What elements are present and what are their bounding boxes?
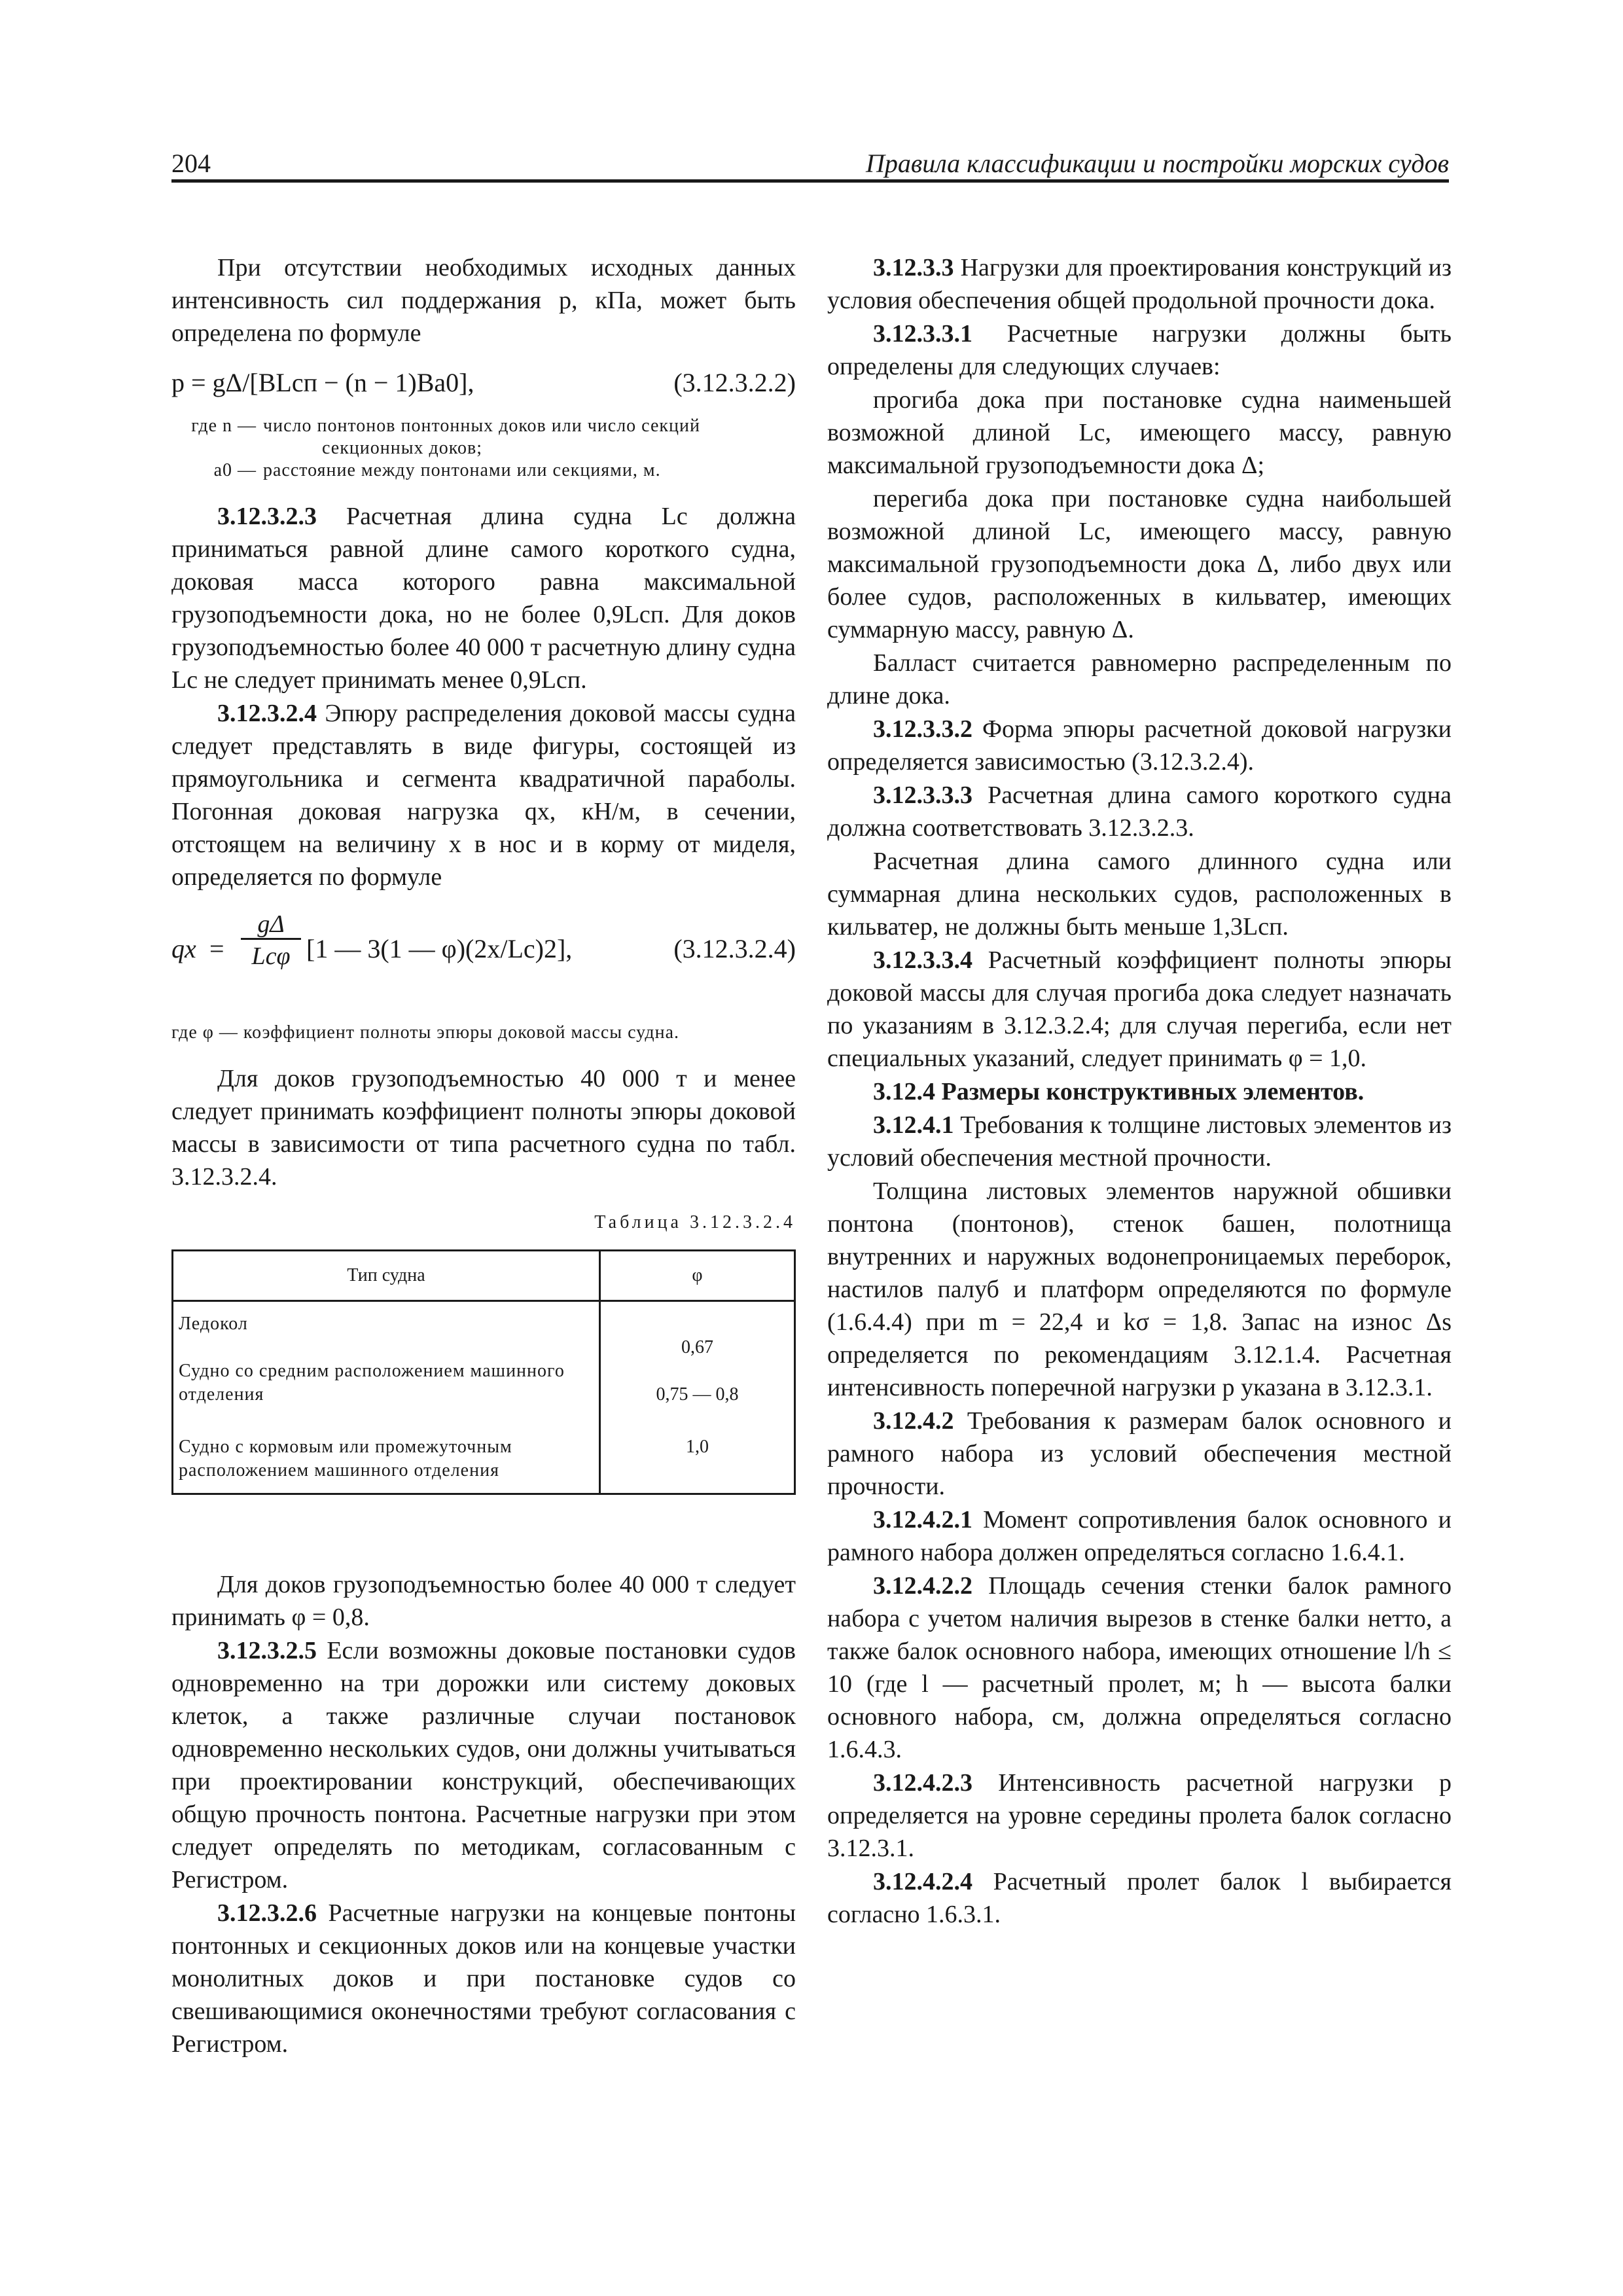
formula-3-12-3-2-2: [171, 363, 796, 406]
section-number: 3.12.3.2.4: [217, 700, 317, 727]
section-3-12-4-2-3: [827, 1767, 1452, 1865]
section-number: 3.12.3.3: [873, 254, 954, 281]
table-caption: Таблица 3.12.3.2.4: [594, 1212, 796, 1232]
formula-legend: [171, 415, 796, 482]
legend-continuation: секционных доков;: [322, 438, 482, 458]
formula-bracket-term: [1 — 3(1 — φ)(2x/Lс)2],: [306, 934, 573, 963]
section-number: 3.12.3.2.6: [217, 1899, 317, 1927]
section-3-12-4-2: [827, 1405, 1452, 1503]
section-text: Площадь сечения стенки балок рамного набора с учетом наличия вырезов в стенке балки нетто, а также балок основного набора, имеющих отношение l/h ≤ 10 (где l — расчетный пролет, м; h — высота балки основного набора, см, должна определяться согласно 1.6.4.3.: [827, 1572, 1452, 1763]
section-text: Интенсивность расчетной нагрузки p определяется на уровне середины пролета балок согласно 3.12.3.1.: [827, 1769, 1452, 1862]
formula-legend-phi: где φ — коэффициент полноты эпюры доковой массы судна.: [171, 1022, 680, 1043]
section-3-12-4: [827, 1075, 1452, 1108]
legend-row-a0: [171, 459, 796, 482]
ship-type: Судно с кормовым или промежуточным расположением машинного отделения: [179, 1437, 512, 1480]
header-rule: [171, 179, 1449, 183]
table-cell-phi: [600, 1301, 795, 1494]
section-3-12-3-3-3: [827, 779, 1452, 844]
section-text: Если возможны доковые постановки судов одновременно на три дорожки или систему доковых клеток, а также различные случаи постановок одновременно нескольких судов, они должны учитываться при проектировании конструкций, обеспечивающих общую прочность понтона. Расчетные нагрузки при этом следует определять по методикам, согласованным с Регистром.: [171, 1637, 796, 1893]
table-row: [173, 1301, 795, 1494]
section-number: 3.12.4.2.3: [873, 1769, 972, 1797]
paragraph-hogging: перегиба дока при постановке судна наибольшей возможной длиной Lс, имеющего массу, равную максимальной грузоподъемности дока Δ, либо двух или более судов, расположенных в кильватер, имеющих суммарную массу, равную Δ.: [827, 485, 1452, 643]
ship-type: Ледокол: [179, 1314, 248, 1334]
formula-equals: =: [209, 934, 224, 963]
section-text: Эпюру распределения доковой массы судна следует представлять в виде фигуры, состоящей из прямоугольника и сегмента квадратичной параболы. Погонная доковая нагрузка qx, кН/м, в сечении, отстоящем на величину x в нос и в корму от миделя, определяется по формуле: [171, 700, 796, 891]
left-column: [171, 251, 796, 2061]
formula-fraction: [238, 908, 304, 970]
legend-text: расстояние между понтонами или секциями, м.: [263, 460, 661, 480]
section-text: Расчетные нагрузки должны быть определены для следующих случаев:: [827, 320, 1452, 380]
legend-row-n: [171, 415, 796, 437]
table-header-row: [173, 1251, 795, 1301]
section-number: 3.12.4.1: [873, 1111, 954, 1139]
paragraph-sagging: прогиба дока при постановке судна наименьшей возможной длиной Lс, имеющего массу, равную максимальной грузоподъемности дока Δ;: [827, 386, 1452, 479]
section-text: Форма эпюры расчетной доковой нагрузки определяется зависимостью (3.12.3.2.4).: [827, 715, 1452, 776]
table-3-12-3-2-4: [171, 1249, 796, 1495]
paragraph-longest-ship: Расчетная длина самого длинного судна или суммарная длина нескольких судов, расположенных в кильватер, не должны быть меньше 1,3Lсп.: [827, 848, 1452, 941]
formula-number: (3.12.3.2.4): [673, 934, 796, 963]
legend-text: число понтонов понтонных доков или число секций: [263, 416, 700, 436]
right-column: [827, 251, 1452, 1931]
paragraph-ballast: Балласт считается равномерно распределенным по длине дока.: [827, 649, 1452, 709]
page-number: 204: [171, 149, 211, 178]
section-3-12-4-1: [827, 1109, 1452, 1174]
section-3-12-3-3-4: [827, 944, 1452, 1075]
phi-value: 1,0: [686, 1437, 709, 1457]
section-text: Расчетный коэффициент полноты эпюры доковой массы для случая прогиба дока следует назначать по указаниям в 3.12.3.2.4; для случая перегиба, если нет специальных указаний, следует принимать φ = 1,0.: [827, 946, 1452, 1072]
legend-key: n —: [223, 416, 257, 436]
section-3-12-4-2-4: [827, 1865, 1452, 1931]
section-text: Расчетный пролет балок l выбирается согласно 1.6.3.1.: [827, 1868, 1452, 1928]
ship-type: Судно со средним расположением машинного отделения: [179, 1361, 565, 1405]
section-number: 3.12.3.2.5: [217, 1637, 317, 1664]
paragraph-after-table: Для доков грузоподъемностью более 40 000 т следует принимать φ = 0,8.: [171, 1571, 796, 1631]
section-3-12-3-3-2: [827, 713, 1452, 778]
page-header: [171, 143, 1449, 183]
section-number: 3.12.3.2.3: [217, 503, 317, 530]
section-number: 3.12.4.2.4: [873, 1868, 972, 1895]
paragraph-table-intro: Для доков грузоподъемностью 40 000 т и менее следует принимать коэффициент полноты эпюры доковой массы в зависимости от типа расчетного судна по табл. 3.12.3.2.4.: [171, 1065, 796, 1191]
section-number: 3.12.4.2: [873, 1407, 954, 1435]
section-number: 3.12.3.3.2: [873, 715, 972, 743]
section-number: 3.12.4.2.2: [873, 1572, 972, 1600]
running-title: Правила классификации и постройки морских судов: [865, 149, 1449, 178]
section-number: 3.12.3.3.4: [873, 946, 972, 974]
section-number: 3.12.4: [873, 1078, 935, 1105]
section-number: 3.12.4.2.1: [873, 1506, 972, 1534]
legend-key: a0 —: [213, 460, 257, 480]
section-3-12-3-3: [827, 251, 1452, 317]
fraction-denominator: Lсφ: [251, 942, 291, 970]
section-3-12-4-2-2: [827, 1570, 1452, 1766]
section-3-12-3-2-5: [171, 1634, 796, 1896]
paragraph-plate-thickness: Толщина листовых элементов наружной обшивки понтона (понтонов), стенок башен, полотнища внутренних и наружных водонепроницаемых переборок, настилов палуб и платформ определяются по формуле (1.6.4.4) при m = 22,4 и kσ = 1,8. Запас на износ Δs определяется по рекомендациям 3.12.1.4. Расчетная интенсивность поперечной нагрузки p указана в 3.12.3.1.: [827, 1177, 1452, 1401]
section-3-12-3-2-4: [171, 697, 796, 893]
legend-prefix: где: [191, 416, 217, 436]
fraction-numerator: gΔ: [257, 910, 285, 938]
section-3-12-3-2-3: [171, 500, 796, 696]
section-text: Требования к размерам балок основного и рамного набора из условий обеспечения местной прочности.: [827, 1407, 1452, 1500]
formula-expression: p = gΔ/[BLсп − (n − 1)Ba0],: [171, 368, 474, 397]
section-text: Расчетная длина самого короткого судна должна соответствовать 3.12.3.2.3.: [827, 781, 1452, 842]
section-number: 3.12.3.3.1: [873, 320, 972, 348]
section-text: Нагрузки для проектирования конструкций из условия обеспечения общей продольной прочности дока.: [827, 254, 1452, 314]
formula-3-12-3-2-4: [171, 910, 796, 989]
section-3-12-3-2-6: [171, 1897, 796, 2060]
paragraph-support-intensity: При отсутствии необходимых исходных данных интенсивность сил поддержания p, кПа, может быть определена по формуле: [171, 254, 796, 347]
table-header-type: Тип судна: [173, 1251, 600, 1301]
table-header-phi: φ: [600, 1251, 795, 1301]
phi-value: 0,67: [681, 1337, 713, 1357]
formula-number: (3.12.3.2.2): [673, 368, 796, 397]
section-title: Размеры конструктивных элементов.: [941, 1078, 1364, 1105]
section-text: Момент сопротивления балок основного и рамного набора должен определяться согласно 1.6.4.1.: [827, 1506, 1452, 1566]
section-text: Расчетные нагрузки на концевые понтоны понтонных и секционных доков или на концевые участки монолитных доков и при постановке судов со свешивающимися оконечностями требуют согласования с Регистром.: [171, 1899, 796, 2058]
section-3-12-4-2-1: [827, 1503, 1452, 1569]
section-text: Требования к толщине листовых элементов из условий обеспечения местной прочности.: [827, 1111, 1452, 1172]
section-3-12-3-3-1: [827, 317, 1452, 383]
section-text: Расчетная длина судна Lс должна приниматься равной длине самого короткого судна, доковая масса которого равна максимальной грузоподъемности дока, но не более 0,9Lсп. Для доков грузоподъемностью более 40 000 т расчетную длину судна Lс не следует принимать менее 0,9Lсп.: [171, 503, 796, 694]
section-number: 3.12.3.3.3: [873, 781, 972, 809]
table-cell-types: [173, 1301, 600, 1494]
phi-value: 0,75 — 0,8: [656, 1384, 739, 1405]
formula-lhs: qx: [171, 934, 196, 963]
